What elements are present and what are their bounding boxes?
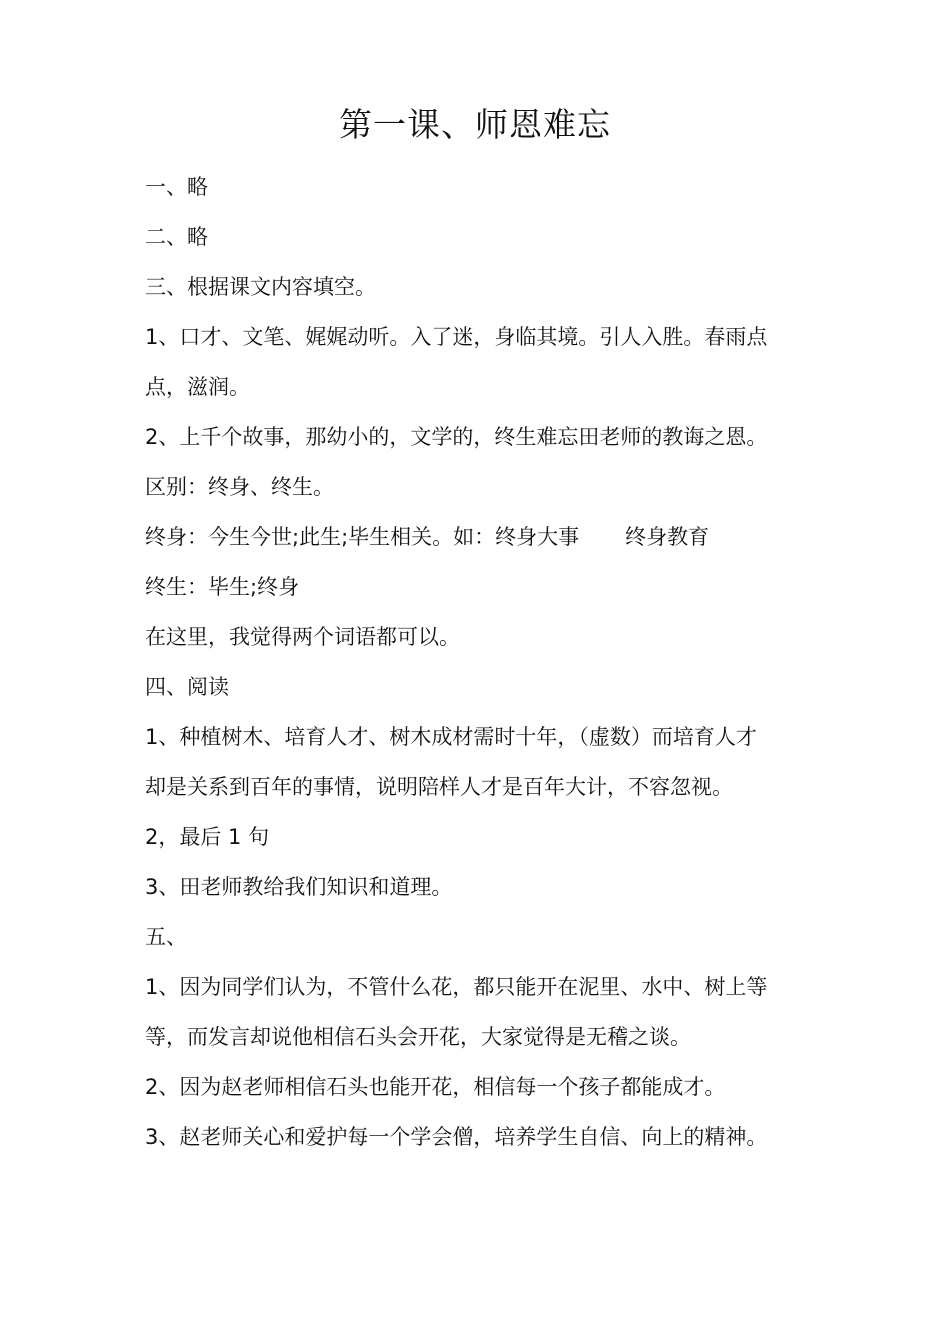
- section-four-heading: 四、阅读: [145, 675, 229, 699]
- answer-5-3: 3、赵老师关心和爱护每一个学会僧，培养学生自信、向上的精神。: [145, 1125, 768, 1149]
- answer-4-1-line-2: 却是关系到百年的事情，说明陪样人才是百年大计，不容忽视。: [145, 775, 733, 799]
- distinction-heading: 区别：终身、终生。: [145, 475, 334, 499]
- answer-5-2: 2、因为赵老师相信石头也能开花，相信每一个孩子都能成才。: [145, 1075, 726, 1099]
- answer-4-3: 3、田老师教给我们知识和道理。: [145, 875, 453, 899]
- distinction-conclusion: 在这里，我觉得两个词语都可以。: [145, 625, 460, 649]
- section-two: 二、略: [145, 225, 208, 249]
- answer-3-1-line-2: 点，滋润。: [145, 375, 250, 399]
- section-three-heading: 三、根据课文内容填空。: [145, 275, 376, 299]
- section-one: 一、略: [145, 175, 208, 199]
- document-body: [145, 162, 817, 1162]
- answer-3-1-line-1: 1、口才、文笔、娓娓动听。入了迷，身临其境。引人入胜。春雨点: [145, 325, 768, 349]
- answer-4-2: 2，最后 1 句: [145, 825, 270, 849]
- page-title: 第一课、师恩难忘: [339, 105, 611, 144]
- distinction-zhongshen-example: 终身教育: [625, 525, 710, 549]
- distinction-zhongshen: [145, 512, 817, 562]
- distinction-zhongsheng: 终生：毕生;终身: [145, 575, 300, 599]
- section-five-heading: 五、: [145, 925, 187, 949]
- answer-3-2: 2、上千个故事，那幼小的，文学的，终生难忘田老师的教诲之恩。: [145, 425, 768, 449]
- distinction-zhongshen-text: 终身：今生今世;此生;毕生相关。如：终身大事: [145, 525, 580, 549]
- answer-4-1-line-1: 1、种植树木、培育人才、树木成材需时十年，（虚数）而培育人才: [145, 725, 757, 749]
- answer-5-1-line-1: 1、因为同学们认为，不管什么花，都只能开在泥里、水中、树上等: [145, 975, 768, 999]
- answer-5-1-line-2: 等，而发言却说他相信石头会开花，大家觉得是无稽之谈。: [145, 1025, 691, 1049]
